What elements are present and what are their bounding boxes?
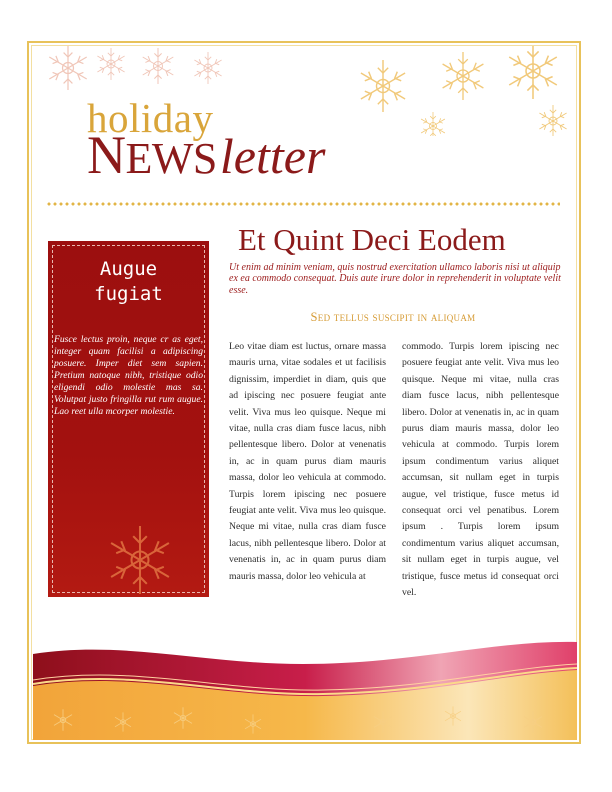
masthead-holiday: holiday bbox=[87, 95, 214, 141]
snowflake-icon bbox=[90, 510, 200, 594]
article-headline: Et Quint Deci Eodem bbox=[238, 222, 506, 257]
masthead-news-initial: N bbox=[87, 125, 126, 185]
article-column-right: commodo. Turpis lorem ipiscing nec posuere feugiat ante velit. Viva mus leo quisque. Neque mi vitae, nulla cras diam fusce lacus, nibh pellentesque libero. Dolor at venenatis in, ac in quam purus diam mauris massa, dolor leo vehicula at commodo. Turpis lorem ipsum condimentum varius aliquet accumsan, sit nullam eget in turpis augue, vel tristique, fusce metus id consequat orci vel penatibus. Lorem ipsum . Turpis lorem ipsum condimentum varius aliquet accumsan, sit nullam eget in turpis augue, vel tristique, fusce metus id consequat orci vel. bbox=[402, 341, 559, 599]
snowflake-icon bbox=[421, 112, 445, 136]
masthead-letter: letter bbox=[219, 128, 326, 184]
snowflake-icon bbox=[97, 48, 124, 80]
snowflake-icon bbox=[509, 46, 557, 99]
snowflake-icon bbox=[361, 60, 405, 112]
sidebar-body-text: Fusce lectus proin, neque cr as eget, integer quam facilisi a adipiscing posuere. Imper diet sem sapien. Pretium natoque nibh, tristique odio eligendi odio molestie mas sa. Volutpat justo fringilla rut rum augue. Lao reet ulla mcorper molestie. bbox=[54, 334, 203, 417]
snowflake-icon bbox=[194, 52, 221, 84]
sidebar-title: Augue fugiat bbox=[94, 258, 163, 305]
section-heading: Sed tellus suscipit in aliquam bbox=[310, 310, 476, 324]
dotted-divider bbox=[46, 202, 560, 206]
article-column-left: Leo vitae diam est luctus, ornare massa mauris urna, vitae sodales et ut facilisis dignissim, imperdiet in diam, quis que ad ipiscing nec posuere feugiat ante velit. Viva mus leo quisque. Neque mi vitae, nulla cras diam fusce lacus, nibh pellentesque libero. Dolor at venenatis in, ac in quam purus diam mauris massa, dolor leo vehicula at commodo. Turpis lorem ipiscing nec posuere feugiat ante velit. Viva mus leo quisque. Neque mi vitae, nulla cras diam fusce lacus, nibh pellentesque libero. Dolor at venenatis in, ac in quam purus diam mauris massa, dolor leo vehicula at bbox=[229, 341, 386, 582]
article-subhead: Ut enim ad minim veniam, quis nostrud exercitation ullamco laboris nisi ut aliquip ex ea commodo consequat. Duis aute irure dolor in reprehenderit in voluptate velit esse. bbox=[229, 262, 561, 296]
snowflake-icon bbox=[443, 52, 484, 100]
masthead-newsletter bbox=[87, 125, 326, 185]
masthead-news-rest: EWS bbox=[125, 134, 217, 183]
wave-footer-decoration bbox=[33, 640, 577, 740]
snowflake-icon bbox=[143, 48, 174, 84]
snowflake-icon bbox=[49, 46, 86, 90]
snowflake-icon bbox=[539, 105, 566, 136]
